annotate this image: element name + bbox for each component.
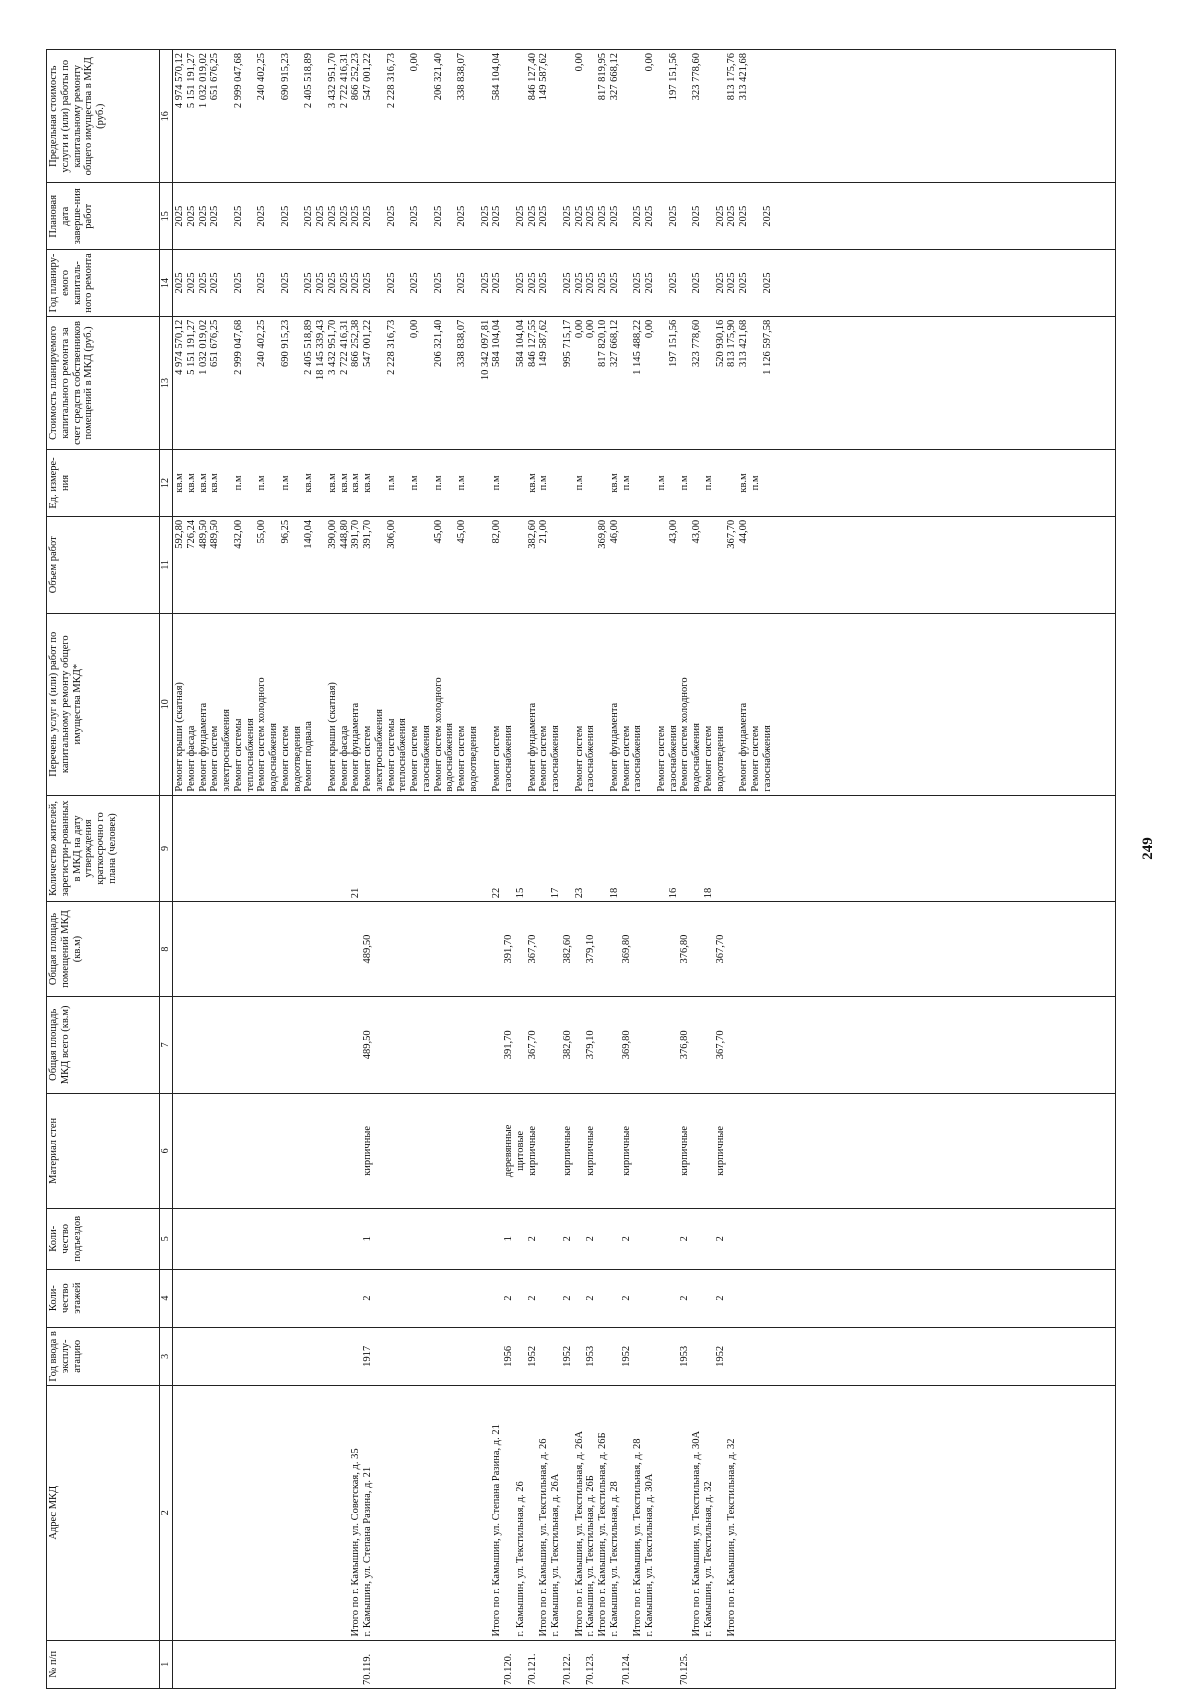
work-volume-column: 592,80 726,24 489,50 489,50 432,00 55,00 96,25 140,04 390,00 448,80 391,70 391,70 306,00 45,00 45,00 82,00 382,60 21,00 369,80 46,00 43,00 43,00 367,70 44,00 [173,516,1116,613]
column-number-row [160,50,173,1689]
header-cell: Год планиру-емого капиталь-ного ремонта [47,250,160,317]
max-cost-column: 4 974 570,12 5 151 191,27 1 032 019,02 651 676,25 2 999 047,68 240 402,25 690 915,23 2 405 518,89 3 432 951,70 2 722 416,31 866 252,23 547 001,22 2 228 316,73 0,00 206 321,40 338 838,07 584 104,04 846 127,40 149 587,62 0,00 817 819,95 327 668,12 0,00 197 151,56 323 778,60 813 175,76 313 421,68 [173,50,1116,183]
column-number: 1 [160,1640,173,1688]
residents-column: 21 22 15 17 23 18 16 18 [173,795,1116,902]
page-number: 249 [1140,837,1156,860]
capital-repair-table [46,49,1116,1689]
column-number: 10 [160,613,173,795]
planned-cost-column: 4 974 570,12 5 151 191,27 1 032 019,02 651 676,25 2 999 047,68 240 402,25 690 915,23 2 405 518,89 18 145 339,43 3 432 951,70 2 722 416,31 866 252,38 547 001,22 2 228 316,73 0,00 206 321,40 338 838,07 10 342 097,81 584 104,04 584 104,04 846 127,55 149 587,62 995 715,17 0,00 0,00 817 820,10 327 668,12 1 145 488,22 0,00 197 151,56 323 778,60 520 930,16 813 175,90 313 421,68 1 126 597,58 [173,316,1116,449]
header-cell: Ед. измере-ния [47,450,160,517]
column-number: 9 [160,795,173,902]
header-cell: Общая площадь МКД всего (кв.м) [47,996,160,1093]
entrances-column: 1 1 2 2 2 2 2 2 [173,1208,1116,1269]
column-number: 7 [160,996,173,1093]
commission-year-column: 1917 1956 1952 1952 1953 1952 1953 1952 [173,1327,1116,1385]
header-cell: № п/п [47,1640,160,1688]
works-list-column: Ремонт крыши (скатная) Ремонт фасада Ремонт фундамента Ремонт систем электроснабжения Ремонт системы теплоснабжения Ремонт систем холодного водоснабжения Ремонт систем водоотведения Ремонт подвала Ремонт крыши (скатная) Ремонт фасада Ремонт фундамента Ремонт систем электроснабжения Ремонт системы теплоснабжения Ремонт систем газоснабжения Ремонт систем холодного водоснабжения Ремонт систем водоотведения Ремонт систем газоснабжения Ремонт фундамента Ремонт систем газоснабжения Ремонт систем газоснабжения Ремонт фундамента Ремонт систем газоснабжения Ремонт систем газоснабжения Ремонт систем холодного водоснабжения Ремонт систем водоотведения Ремонт фундамента Ремонт систем газоснабжения [173,613,1116,795]
column-number: 5 [160,1208,173,1269]
column-number: 14 [160,250,173,317]
header-cell: Объем работ [47,516,160,613]
header-cell: Перечень услуг и (или) работ по капитальному ремонту общего имущества МКД* [47,613,160,795]
header-row [47,50,160,1689]
header-cell: Предельная стоимость услуги и (или) работы по капитальному ремонту общего имущества в МКД (руб.) [47,50,160,183]
column-number: 15 [160,183,173,250]
completion-date-column: 2025 2025 2025 2025 2025 2025 2025 2025 2025 2025 2025 2025 2025 2025 2025 2025 2025 2025 2025 2025 2025 2025 2025 2025 2025 2025 2025 2025 2025 2025 2025 2025 2025 2025 2025 [173,183,1116,250]
column-number: 2 [160,1385,173,1640]
header-cell: Адрес МКД [47,1385,160,1640]
total-area-column: 489,50 391,70 367,70 382,60 379,10 369,80 376,80 367,70 [173,996,1116,1093]
header-cell: Год ввода в эксплу-атацию [47,1327,160,1385]
column-number: 16 [160,50,173,183]
header-cell: Коли-чество подъездов [47,1208,160,1269]
header-cell: Количество жителей, зарегистри-рованных в МКД на дату утверждения краткосрочно го плана (человек) [47,795,160,902]
header-cell: Плановая дата заверше-ния работ [47,183,160,250]
header-cell: Материал стен [47,1093,160,1208]
row-number-column: 70.119. 70.120. 70.121. 70.122. 70.123. 70.124. 70.125. [173,1640,1116,1688]
repair-year-column: 2025 2025 2025 2025 2025 2025 2025 2025 2025 2025 2025 2025 2025 2025 2025 2025 2025 2025 2025 2025 2025 2025 2025 2025 2025 2025 2025 2025 2025 2025 2025 2025 2025 2025 2025 [173,250,1116,317]
column-number: 3 [160,1327,173,1385]
column-number: 6 [160,1093,173,1208]
column-number: 13 [160,316,173,449]
floors-column: 2 2 2 2 2 2 2 2 [173,1269,1116,1327]
column-number: 4 [160,1269,173,1327]
wall-material-column: кирпичные деревянные щитовые кирпичные кирпичные кирпичные кирпичные кирпичные кирпичные [173,1093,1116,1208]
table-body-row [173,50,1116,1689]
unit-column: кв.м кв.м кв.м кв.м п.м п.м п.м кв.м кв.м кв.м кв.м кв.м п.м п.м п.м п.м п.м кв.м п.м п.м кв.м п.м п.м п.м п.м кв.м п.м [173,450,1116,517]
column-number: 11 [160,516,173,613]
address-column: Итого по г. Камышин, ул. Советская, д. 35 г. Камышин, ул. Степана Разина, д. 21 Итого по г. Камышин, ул. Степана Разина, д. 21 г. Камышин, ул. Текстильная, д. 26 Итого по г. Камышин, ул. Текстильная, д. 26 г. Камышин, ул. Текстильная, д. 26А Итого по г. Камышин, ул. Текстильная, д. 26А г. Камышин, ул. Текстильная, д. 26Б Итого по г. Камышин, ул. Текстильная, д. 26Б г. Камышин, ул. Текстильная, д. 28 Итого по г. Камышин, ул. Текстильная, д. 28 г. Камышин, ул. Текстильная, д. 30А Итого по г. Камышин, ул. Текстильная, д. 30А г. Камышин, ул. Текстильная, д. 32 Итого по г. Камышин, ул. Текстильная, д. 32 [173,1385,1116,1640]
column-number: 8 [160,902,173,997]
premises-area-column: 489,50 391,70 367,70 382,60 379,10 369,80 376,80 367,70 [173,902,1116,997]
column-number: 12 [160,450,173,517]
header-cell: Общая площадь помещений МКД (кв.м) [47,902,160,997]
header-cell: Стоимость планируемого капитального ремонта за счет средств собственников помещений в МКД (руб.) [47,316,160,449]
header-cell: Коли-чество этажей [47,1269,160,1327]
